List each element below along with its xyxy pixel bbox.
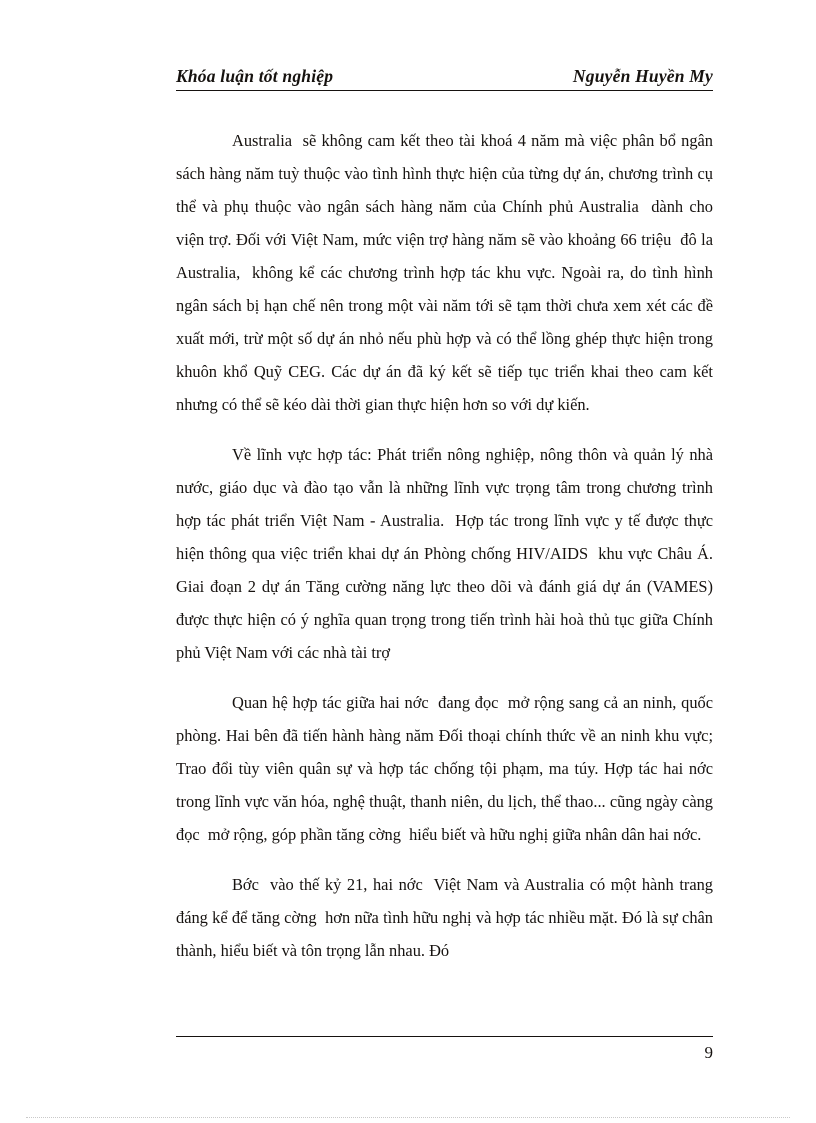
page-number: 9	[704, 1043, 713, 1062]
body-paragraph: Bớc vào thế kỷ 21, hai nớc Việt Nam và Australia có một hành trang đáng kể để tăng cờng hơn nữa tình hữu nghị và hợp tác nhiều mặt. Đó là sự chân thành, hiểu biết và tôn trọng lẫn nhau. Đó	[176, 875, 718, 960]
page-body-text	[176, 124, 722, 967]
header-document-title: Khóa luận tốt nghiệp	[176, 66, 334, 86]
page-footer	[176, 1036, 713, 1064]
body-paragraph: Australia sẽ không cam kết theo tài khoá 4 năm mà việc phân bổ ngân sách hàng năm tuỳ thuộc vào tình hình thực hiện của từng dự án, chương trình cụ thể và phụ thuộc vào ngân sách hàng năm của Chính phủ Australia dành cho viện trợ. Đối với Việt Nam, mức viện trợ hàng năm sẽ vào khoảng 66 triệu đô la Australia, không kể các chương trình hợp tác khu vực. Ngoài ra, do tình hình ngân sách bị hạn chế nên trong một vài năm tới sẽ tạm thời chưa xem xét các đề xuất mới, trừ một số dự án nhỏ nếu phù hợp và có thể lồng ghép thực hiện trong khuôn khổ Quỹ CEG. Các dự án đã ký kết sẽ tiếp tục triển khai theo cam kết nhưng có thể sẽ kéo dài thời gian thực hiện hơn so với dự kiến.	[176, 131, 718, 414]
body-paragraph: Quan hệ hợp tác giữa hai nớc đang đọc mở rộng sang cả an ninh, quốc phòng. Hai bên đã tiến hành hàng năm Đối thoại chính thức về an ninh khu vực; Trao đổi tùy viên quân sự và hợp tác chống tội phạm, ma túy. Hợp tác hai nớc trong lĩnh vực văn hóa, nghệ thuật, thanh niên, du lịch, thể thao... cũng ngày càng đọc mở rộng, góp phần tăng cờng hiểu biết và hữu nghị giữa nhân dân hai nớc.	[176, 693, 722, 844]
header-author-name: Nguyễn Huyền My	[572, 66, 713, 86]
page-header	[176, 66, 713, 91]
scan-edge-artifact	[26, 1117, 790, 1119]
body-paragraph: Về lĩnh vực hợp tác: Phát triển nông nghiệp, nông thôn và quản lý nhà nước, giáo dục và đào tạo vẫn là những lĩnh vực trọng tâm trong chương trình hợp tác phát triển Việt Nam - Australia. Hợp tác trong lĩnh vực y tế được thực hiện thông qua việc triển khai dự án Phòng chống HIV/AIDS khu vực Châu Á. Giai đoạn 2 dự án Tăng cường năng lực theo dõi và đánh giá dự án (VAMES) được thực hiện có ý nghĩa quan trọng trong tiến trình hài hoà thủ tục giữa Chính phủ Việt Nam với các nhà tài trợ	[176, 445, 718, 662]
